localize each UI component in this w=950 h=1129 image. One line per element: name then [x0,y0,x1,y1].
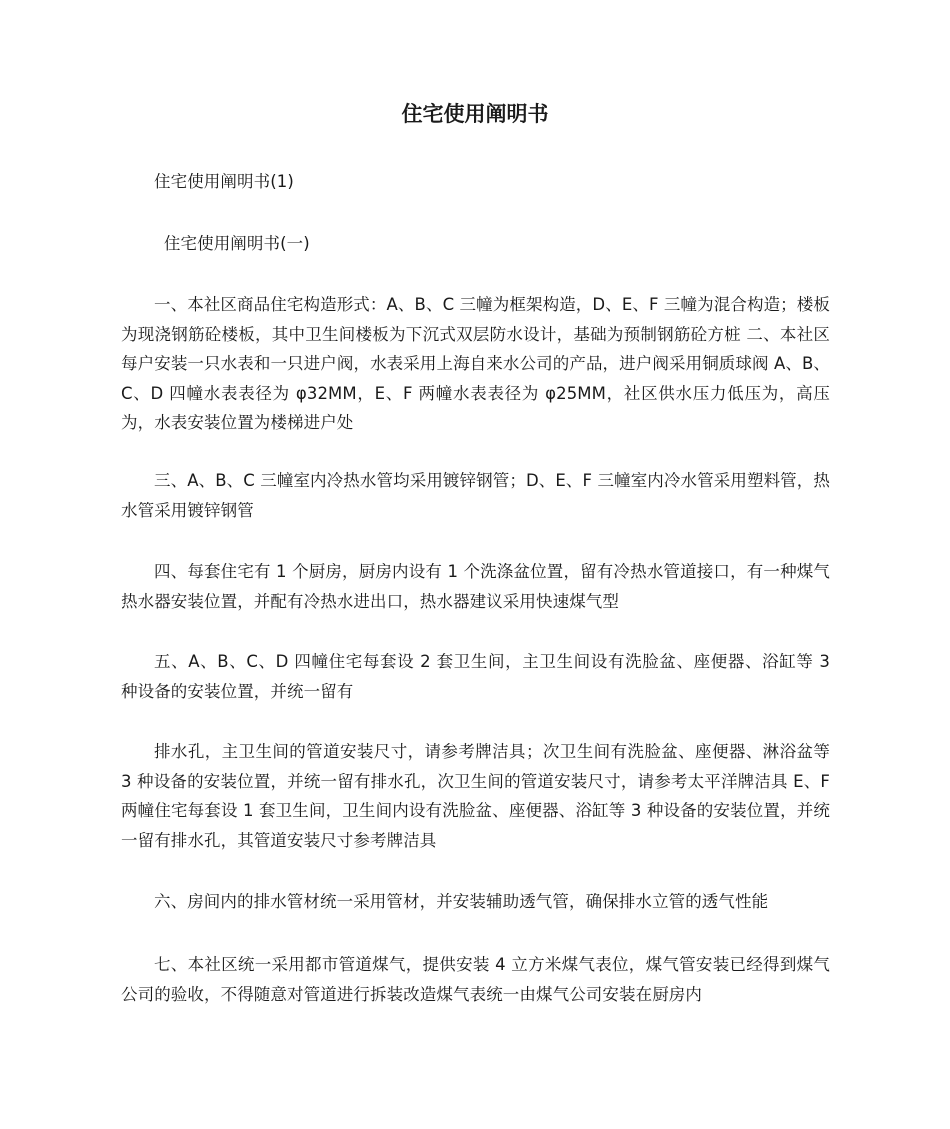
paragraph-bathroom: 五、A、B、C、D 四幢住宅每套设 2 套卫生间，主卫生间设有洗脸盆、座便器、浴缸等 3 种设备的安装位置，并统一留有 [121,652,830,701]
subtitle-2: 住宅使用阐明书(一) [163,234,310,253]
paragraph-drainage: 六、房间内的排水管材统一采用管材，并安装辅助透气管，确保排水立管的透气性能 [154,892,769,911]
paragraph-bathroom-continued: 排水孔，主卫生间的管道安装尺寸，请参考牌洁具；次卫生间有洗脸盆、座便器、淋浴盆等 3 种设备的安装位置，并统一留有排水孔，次卫生间的管道安装尺寸，请参考太平洋牌洁具 E、F 两幢住宅每套设 1 套卫生间，卫生间内设有洗脸盆、座便器、浴缸等 3 种设备的安装位置，并统一留有排水孔，其管道安装尺寸参考牌洁具 [121,742,830,850]
paragraph-kitchen: 四、每套住宅有 1 个厨房，厨房内设有 1 个洗涤盆位置，留有冷热水管道接口，有一种煤气热水器安装位置，并配有冷热水进出口，热水器建议采用快速煤气型 [121,562,830,611]
paragraph-water-pipes: 三、A、B、C 三幢室内冷热水管均采用镀锌钢管；D、E、F 三幢室内冷水管采用塑料管，热水管采用镀锌钢管 [121,471,830,520]
paragraph-gas: 七、本社区统一采用都市管道煤气，提供安装 4 立方米煤气表位，煤气管安装已经得到煤气公司的验收，不得随意对管道进行拆装改造煤气表统一由煤气公司安装在厨房内 [121,955,830,1004]
subtitle-1: 住宅使用阐明书(1) [154,172,294,191]
paragraph-structure-and-water-meter: 一、本社区商品住宅构造形式：A、B、C 三幢为框架构造，D、E、F 三幢为混合构造；楼板为现浇钢筋砼楼板，其中卫生间楼板为下沉式双层防水设计，基础为预制钢筋砼方桩 二、本社区每户安装一只水表和一只进户阀，水表采用上海自来水公司的产品，进户阀采用铜质球阀 A、B、C、D 四幢水表表径为 φ32MM，E、F 两幢水表表径为 φ25MM，社区供水压力低压为，高压为，水表安装位置为楼梯进户处 [121,295,830,432]
document-title: 住宅使用阐明书 [401,102,549,126]
